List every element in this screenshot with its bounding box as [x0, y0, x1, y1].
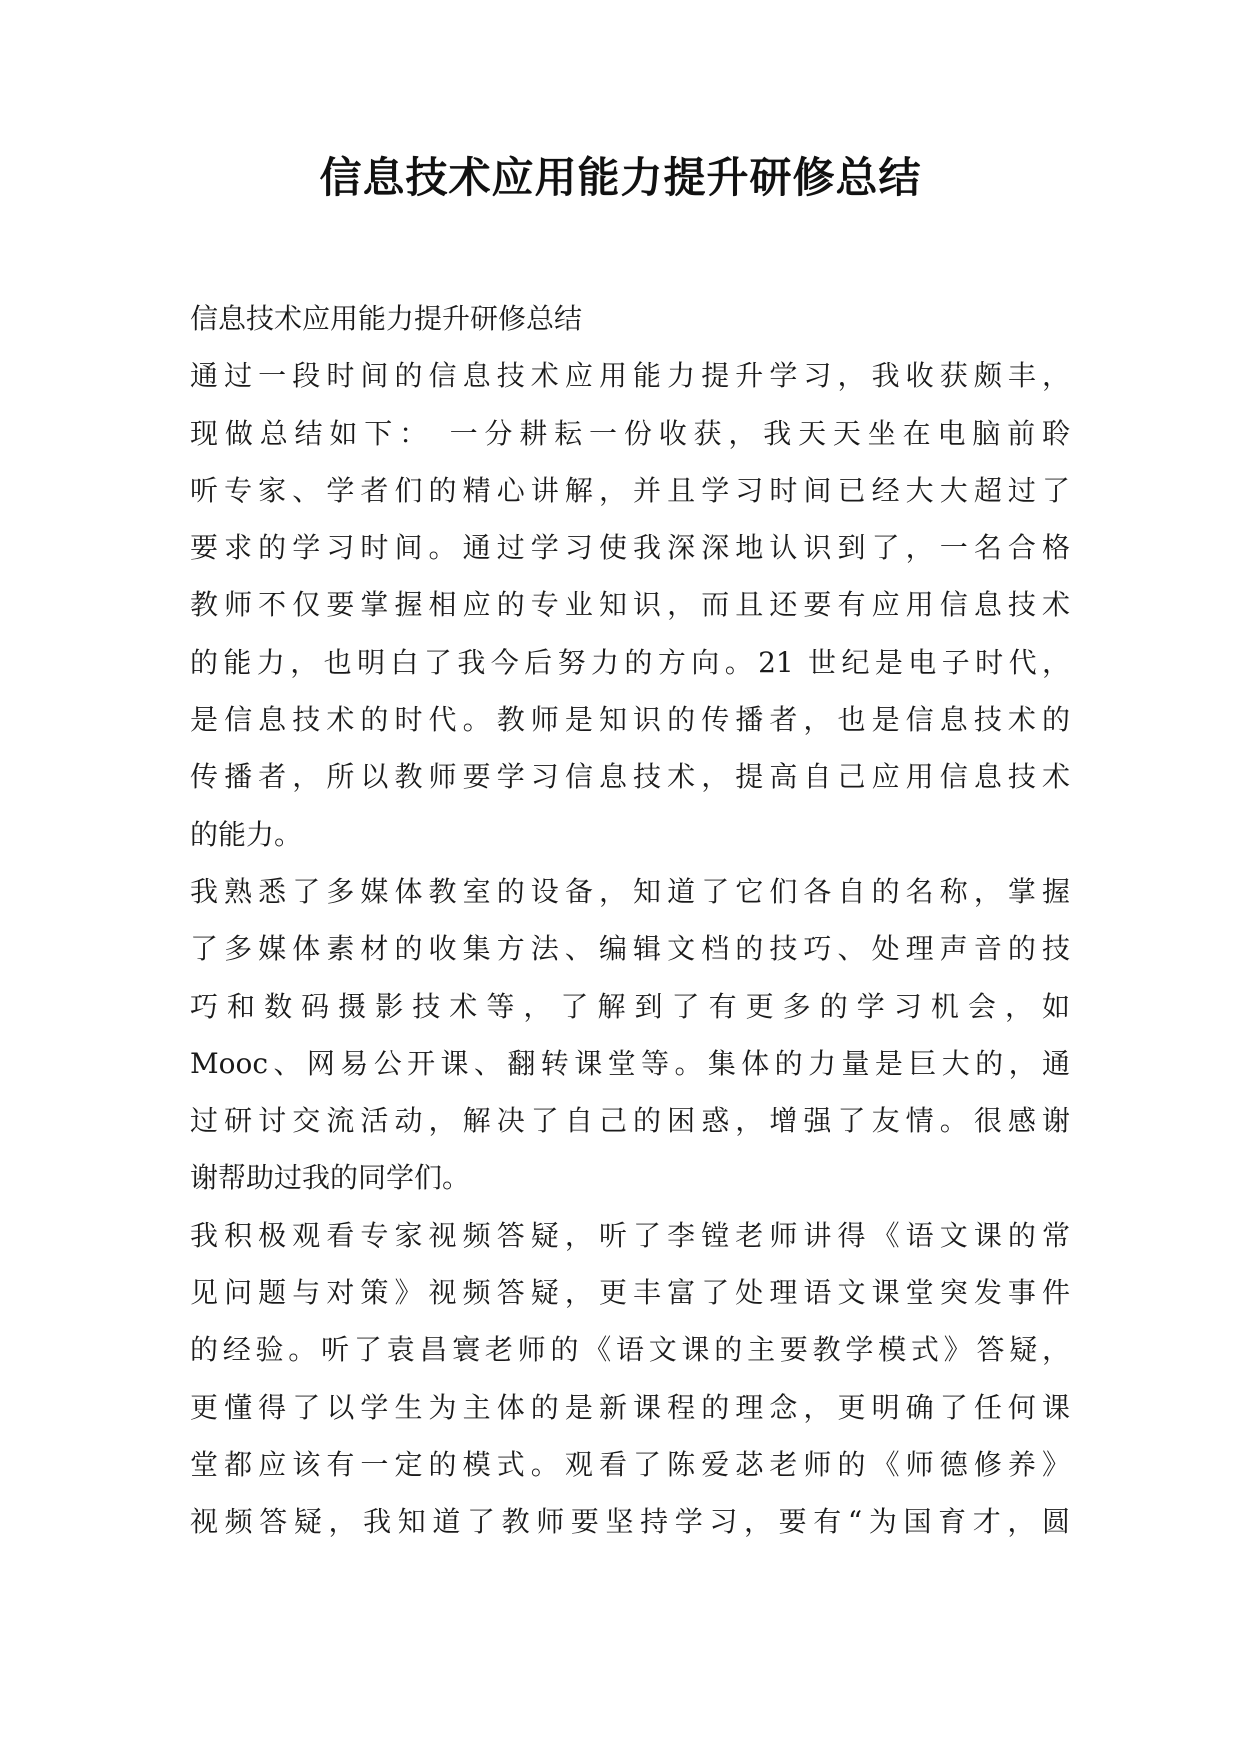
body-line: 见问题与对策》视频答疑，更丰富了处理语文课堂突发事件 — [190, 1276, 1070, 1310]
body-line: 我熟悉了多媒体教室的设备，知道了它们各自的名称，掌握 — [190, 874, 1070, 908]
body-line: 了多媒体素材的收集方法、编辑文档的技巧、处理声音的技 — [190, 932, 1070, 966]
body-line: 教师不仅要掌握相应的专业知识，而且还要有应用信息技术 — [190, 588, 1070, 622]
body-line: 是信息技术的时代。教师是知识的传播者，也是信息技术的 — [190, 703, 1070, 737]
body-line: 巧和数码摄影技术等，了解到了有更多的学习机会，如 — [190, 989, 1070, 1023]
document-body — [190, 290, 1070, 1551]
body-line: 听专家、学者们的精心讲解，并且学习时间已经大大超过了 — [190, 473, 1070, 507]
body-line: 通过一段时间的信息技术应用能力提升学习，我收获颇丰， — [190, 359, 1070, 393]
body-line: 视频答疑，我知道了教师要坚持学习，要有“为国育才，圆 — [190, 1505, 1070, 1539]
body-line: 的能力，也明白了我今后努力的方向。21 世纪是电子时代， — [190, 645, 1070, 679]
body-line: 要求的学习时间。通过学习使我深深地认识到了，一名合格 — [190, 531, 1070, 565]
document-title: 信息技术应用能力提升研修总结 — [319, 153, 922, 202]
body-line: 更懂得了以学生为主体的是新课程的理念，更明确了任何课 — [190, 1390, 1070, 1424]
body-line: Mooc、网易公开课、翻转课堂等。集体的力量是巨大的，通 — [190, 1046, 1070, 1080]
body-line: 传播者，所以教师要学习信息技术，提高自己应用信息技术 — [190, 760, 1070, 794]
body-line: 过研讨交流活动，解决了自己的困惑，增强了友情。很感谢 — [190, 1104, 1070, 1138]
body-line: 的经验。听了袁昌寰老师的《语文课的主要教学模式》答疑， — [190, 1333, 1070, 1367]
body-line: 谢帮助过我的同学们。 — [190, 1161, 471, 1195]
body-line-subtitle: 信息技术应用能力提升研修总结 — [190, 302, 583, 335]
body-line: 的能力。 — [190, 817, 303, 851]
body-line: 堂都应该有一定的模式。观看了陈爱苾老师的《师德修养》 — [190, 1447, 1070, 1481]
body-line: 现做总结如下： 一分耕耘一份收获，我天天坐在电脑前聆 — [190, 416, 1070, 450]
body-line: 我积极观看专家视频答疑，听了李镗老师讲得《语文课的常 — [190, 1218, 1070, 1252]
